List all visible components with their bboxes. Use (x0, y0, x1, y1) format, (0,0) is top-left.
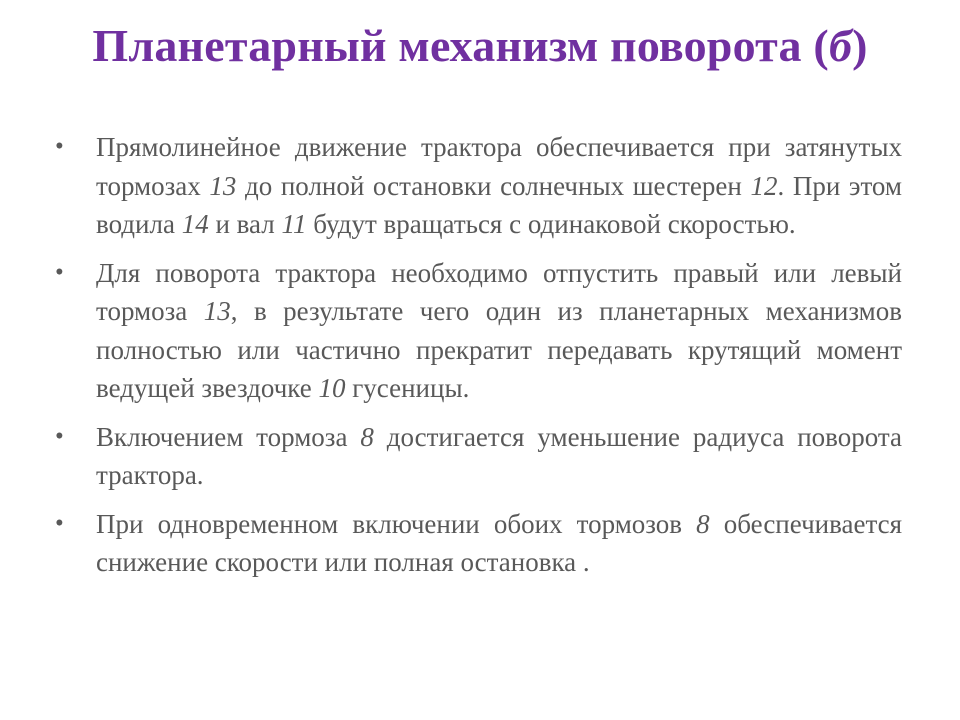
slide-title (0, 18, 960, 74)
text-segment: гусеницы. (345, 373, 470, 403)
bullet-item (52, 505, 902, 582)
bullet-text (96, 132, 902, 239)
reference-number: 11 (281, 209, 307, 239)
text-segment: Для поворота трактора необходимо отпустить правый или левый тормоза (96, 257, 902, 326)
bullet-dot-icon: • (55, 509, 64, 537)
reference-number: 12 (750, 170, 778, 201)
reference-number: 14 (181, 209, 209, 239)
text-segment: Включением тормоза (96, 421, 361, 452)
slide-title-text: Планетарный механизм поворота ( (92, 20, 829, 71)
reference-number: 13 (203, 296, 231, 326)
reference-number: 8 (360, 421, 374, 452)
reference-number: 8 (696, 508, 710, 539)
text-segment: и вал (208, 209, 282, 239)
text-segment: будут вращаться с одинаковой скоростью. (306, 209, 796, 239)
text-segment: Прямолинейное движение трактора обеспечивается при затянутых тормозах (96, 132, 902, 201)
bullet-text (96, 422, 902, 491)
text-segment: . При этом водила (96, 170, 902, 239)
bullet-dot-icon: • (55, 133, 64, 160)
text-segment: При одновременном включении обоих тормозов (96, 508, 697, 539)
bullet-item (52, 128, 902, 244)
bullet-item (52, 254, 902, 408)
bullet-list (52, 128, 902, 592)
bullet-dot-icon: • (55, 258, 64, 286)
bullet-text (96, 509, 902, 578)
slide-title-italic: б (828, 20, 853, 71)
text-segment: обеспечивается снижение скорости или полная остановка . (96, 508, 902, 577)
reference-number: 13 (209, 170, 237, 201)
text-segment: до полной остановки солнечных шестерен (236, 170, 751, 201)
bullet-dot-icon: • (55, 422, 64, 450)
reference-number: 10 (318, 373, 346, 403)
bullet-text (96, 258, 902, 404)
bullet-item (52, 418, 902, 495)
text-segment: , в результате чего один из планетарных механизмов полностью или частично прекратит передавать крутящий момент ведущей звездочке (96, 296, 902, 403)
text-segment: достигается уменьшение радиуса поворота трактора. (96, 421, 903, 490)
slide-title-close: ) (852, 20, 868, 71)
